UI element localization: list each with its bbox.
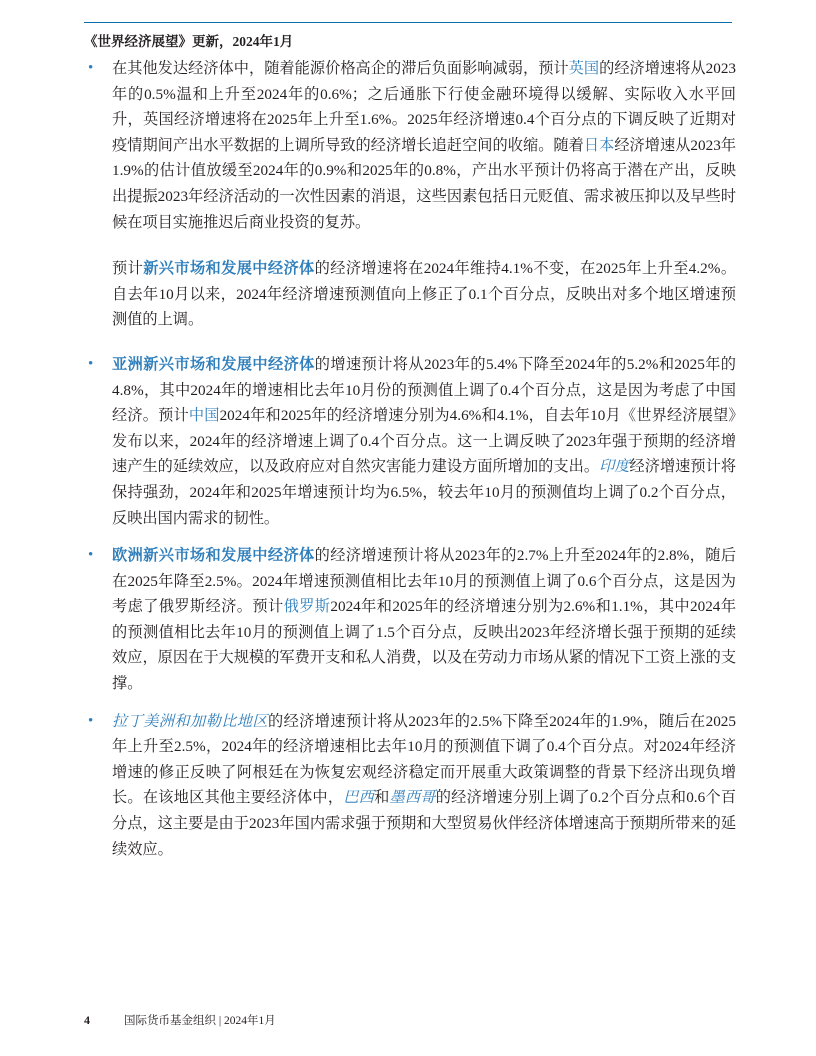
list-item — [84, 56, 736, 235]
highlight-uk: 英国 — [568, 60, 600, 77]
page-footer — [84, 1012, 732, 1028]
text-run: 的经济增速将从2023年的0.5%温和上升至2024年的0.6%；之后通胀下行使金融环境得以缓解、实际收入水平回升，英国经济增速将在2025年上升至1.6%。2025年经济增速0.4个百分点的下调反映了近期对疫情期间产出水平数据的上调所导致的经济增长追赶空间的收缩。随着 — [112, 60, 737, 154]
paragraph-block — [112, 256, 736, 333]
text-run: 2024年和2025年的经济增速分别为4.6%和4.1%，自去年10月《世界经济展望》发布以来，2024年的经济增速上调了0.4个百分点。这一上调反映了2023年强于预期的经济增速产生的延续效应，以及政府应对自然灾害能力建设方面所增加的支出。 — [112, 407, 737, 476]
document-body — [84, 56, 736, 864]
page-number: 4 — [84, 1013, 90, 1027]
bullet-icon — [84, 543, 112, 569]
highlight-lac: 拉丁美洲和加勒比地区 — [112, 712, 268, 730]
text-run: 经济增速从2023年1.9%的估计值放缓至2024年的0.9%和2025年的0.8%，产出水平预计仍将高于潜在产出，反映出提振2023年经济活动的一次性因素的消退，这些因素包括日元贬值、需求被压抑以及早些时候在项目实施推迟后商业投资的复苏。 — [112, 136, 737, 231]
highlight-japan: 日本 — [583, 136, 615, 154]
bullet-icon — [84, 56, 112, 82]
spacer — [84, 342, 736, 352]
text-run: 预计 — [112, 260, 144, 278]
footer-text: 国际货币基金组织 | 2024年1月 — [124, 1015, 276, 1027]
paragraph — [112, 352, 736, 531]
bullet-icon — [84, 352, 112, 378]
list-item — [84, 709, 736, 863]
header-rule — [84, 22, 732, 23]
text-run: 的经济增速将在2024年维持4.1%不变，在2025年上升至4.2%。自去年10月以来，2024年经济增速预测值向上修正了0.1个百分点，反映出对多个地区增速预测值的上调。 — [112, 260, 737, 329]
list-item — [84, 543, 736, 697]
text-run: 2024年和2025年的经济增速分别为2.6%和1.1%，其中2024年的预测值相比去年10月的预测值上调了1.5个百分点，反映出2023年经济增长强于预期的延续效应，原因在于大规模的军费开支和私人消费，以及在劳动力市场从紧的情况下工资上涨的支撑。 — [112, 598, 737, 693]
list-item-text — [112, 709, 736, 863]
spacer — [84, 533, 736, 543]
text-run: 的增速预计将从2023年的5.4%下降至2024年的5.2%和2025年的4.8%，其中2024年的增速相比去年10月份的预测值上调了0.4个百分点，这是因为考虑了中国经济。预计 — [112, 355, 736, 425]
highlight-asia-emde: 亚洲新兴市场和发展中经济体 — [112, 355, 315, 373]
highlight-emde: 新兴市场和发展中经济体 — [143, 260, 315, 278]
text-run: 经济增速预计将保持强劲，2024年和2025年增速预计均为6.5%，较去年10月的预测值均上调了0.2个百分点，反映出国内需求的韧性。 — [112, 458, 737, 527]
text-run: 的经济增速预计将从2023年的2.5%下降至2024年的1.9%，随后在2025年上升至2.5%，2024年的经济增速相比去年10月的预测值下调了0.4个百分点。对2024年经济增速的修正反映了阿根廷在为恢复宏观经济稳定而开展重大政策调整的背景下经济出现负增长。在该地区其他主要经济体中， — [112, 712, 736, 807]
paragraph — [112, 543, 736, 697]
text-run: 的经济增速预计将从2023年的2.7%上升至2024年的2.8%，随后在2025年降至2.5%。2024年增速预测值相比去年10月的预测值上调了0.6个百分点，这是因为考虑了俄罗斯经济。预计 — [112, 547, 737, 616]
highlight-india: 印度 — [599, 458, 630, 476]
highlight-europe-emde: 欧洲新兴市场和发展中经济体 — [112, 547, 315, 565]
paragraph — [112, 56, 736, 235]
paragraph — [112, 256, 736, 333]
highlight-brazil: 巴西 — [343, 789, 375, 807]
highlight-mexico: 墨西哥 — [389, 789, 436, 807]
highlight-china: 中国 — [188, 407, 220, 425]
spacer — [84, 237, 736, 247]
text-run: 在其他发达经济体中，随着能源价格高企的滞后负面影响减弱，预计 — [112, 60, 569, 77]
paragraph — [112, 709, 736, 863]
highlight-russia: 俄罗斯 — [283, 598, 331, 616]
list-item-text — [112, 352, 736, 531]
text-run: 和 — [374, 789, 390, 807]
bullet-icon — [84, 709, 112, 735]
list-item — [84, 352, 736, 531]
spacer — [84, 699, 736, 709]
text-run: 的经济增速分别上调了0.2个百分点和0.6个百分点，这主要是由于2023年国内需求强于预期和大型贸易伙伴经济体增速高于预期所带来的延续效应。 — [112, 789, 737, 858]
list-item-text — [112, 543, 736, 697]
page-header: 《世界经济展望》更新，2024年1月 — [84, 34, 294, 49]
list-item-text — [112, 56, 736, 235]
